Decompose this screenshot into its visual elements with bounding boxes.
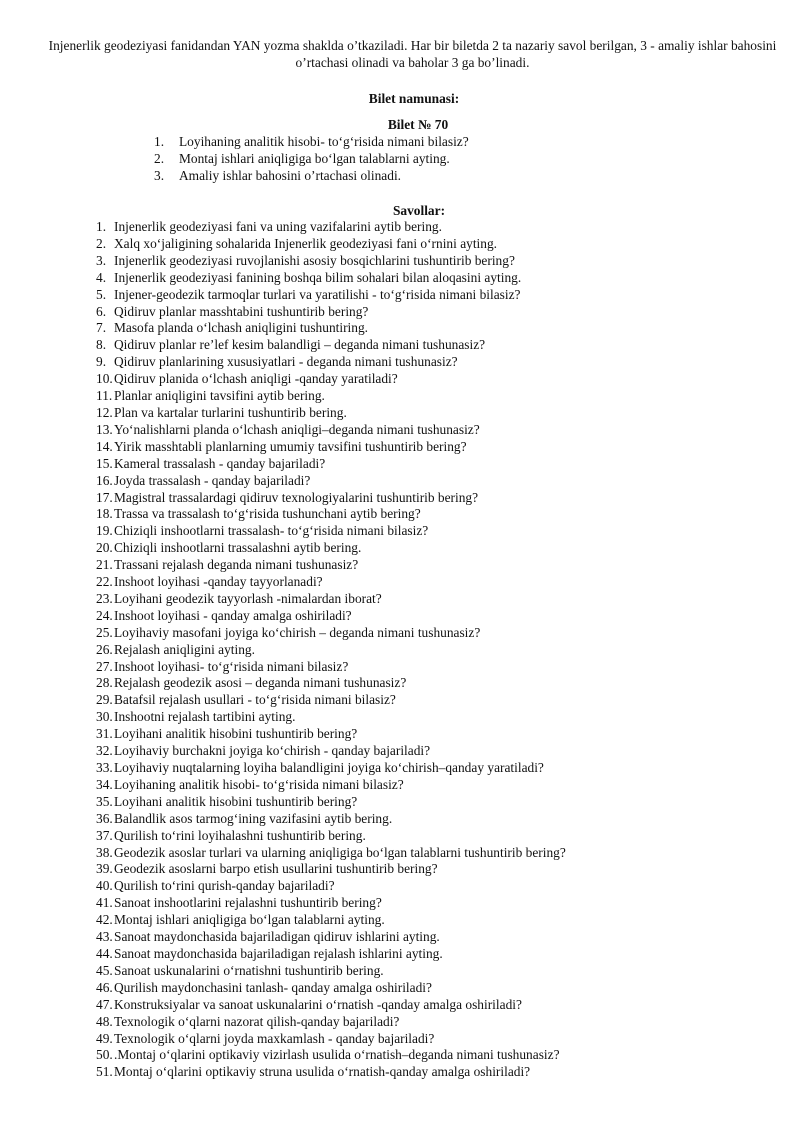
question-item-number: 46. [96,979,113,995]
question-item [96,760,566,777]
question-item-number: 48. [96,1013,113,1029]
question-item [96,895,566,912]
question-item-text: Inshoot loyihasi- to‘g‘risida nimani bilasiz? [114,658,349,674]
question-item-text: Trassa va trassalash to‘g‘risida tushunchani aytib bering? [114,506,421,522]
question-item-text: .Montaj o‘qlarini optikaviy vizirlash usulida o‘rnatish–deganda nimani tushunasiz? [114,1047,560,1063]
question-item-number: 7. [96,320,107,336]
question-item [96,388,566,405]
question-item-text: Konstruksiyalar va sanoat uskunalarini o‘rnatish -qanday amalga oshiriladi? [114,996,522,1012]
question-item-number: 51. [96,1064,113,1080]
question-item [96,625,566,642]
question-item-number: 16. [96,472,113,488]
question-item-text: Injenerlik geodeziyasi ruvojlanishi asosiy bosqichlarini tushuntirib bering? [114,252,515,268]
question-item [96,608,566,625]
question-item-text: Loyihani analitik hisobini tushuntirib bering? [114,793,358,809]
question-item-text: Yirik masshtabli planlarning umumiy tavsifini tushuntirib bering? [114,438,467,454]
question-item-number: 30. [96,709,113,725]
question-item [96,304,566,321]
sample-heading: Bilet namunasi: [368,91,460,106]
question-item-number: 15. [96,455,113,471]
question-item-number: 45. [96,962,113,978]
questions-list [96,219,566,1081]
question-item-text: Texnologik o‘qlarni nazorat qilish-qanday bajariladi? [114,1013,400,1029]
question-item-text: Inshoot loyihasi - qanday amalga oshiriladi? [114,607,352,623]
question-item [96,878,566,895]
question-item-text: Loyihaviy masofani joyiga ko‘chirish – deganda nimani tushunasiz? [114,624,481,640]
question-item-text: Inshoot loyihasi -qanday tayyorlanadi? [114,574,323,590]
question-item [96,692,566,709]
question-item-number: 44. [96,945,113,961]
question-item [96,574,566,591]
question-item-number: 28. [96,675,113,691]
question-item-text: Planlar aniqligini tavsifini aytib bering. [114,388,325,404]
question-item-text: Qurilish maydonchasini tanlash- qanday amalga oshiriladi? [114,979,432,995]
questions-heading: Savollar: [392,203,446,218]
question-item [96,473,566,490]
question-item [96,1014,566,1031]
question-item [96,659,566,676]
question-item-text: Chiziqli inshootlarni trassalashni aytib bering. [114,540,362,556]
question-item-text: Texnologik o‘qlarni joyda maxkamlash - qanday bajariladi? [114,1030,435,1046]
question-item-number: 2. [96,235,107,251]
question-item-number: 14. [96,438,113,454]
question-item-text: Geodezik asoslarni barpo etish usullarini tushuntirib bering? [114,861,438,877]
question-item-text: Batafsil rejalash usullari - to‘g‘risida nimani bilasiz? [114,692,396,708]
question-item-number: 43. [96,929,113,945]
question-item-text: Qurilish to‘rini qurish-qanday bajariladi? [114,878,335,894]
question-item-number: 21. [96,557,113,573]
question-item-number: 20. [96,540,113,556]
question-item-number: 8. [96,337,107,353]
question-item [96,219,566,236]
question-item [96,1031,566,1048]
ticket-item [154,134,469,151]
question-item [96,253,566,270]
question-item [96,777,566,794]
question-item-text: Qurilish to‘rini loyihalashni tushuntirib bering. [114,827,366,843]
ticket-list [154,134,469,185]
question-item-text: Loyihani analitik hisobini tushuntirib bering? [114,726,358,742]
question-item-number: 25. [96,624,113,640]
question-item-number: 34. [96,776,113,792]
question-item-text: Sanoat maydonchasida bajariladigan rejalash ishlarini ayting. [114,945,443,961]
question-item-number: 27. [96,658,113,674]
question-item-number: 37. [96,827,113,843]
question-item [96,591,566,608]
question-item-text: Rejalash geodezik asosi – deganda nimani tushunasiz? [114,675,407,691]
question-item [96,405,566,422]
question-item-number: 5. [96,286,107,302]
question-item [96,811,566,828]
question-item-text: Yo‘nalishlarni planda o‘lchash aniqligi–deganda nimani tushunasiz? [114,421,480,437]
question-item [96,1064,566,1081]
question-item [96,540,566,557]
question-item-text: Qidiruv planida o‘lchash aniqligi -qanday yaratiladi? [114,371,398,387]
question-item-text: Montaj ishlari aniqligiga bo‘lgan talablarni ayting. [114,912,385,928]
question-item-text: Sanoat uskunalarini o‘rnatishni tushuntirib bering. [114,962,384,978]
question-item-text: Qidiruv planlarining xususiyatlari - deganda nimani tushunasiz? [114,354,458,370]
question-item-number: 9. [96,354,107,370]
question-item-text: Loyihani geodezik tayyorlash -nimalardan iborat? [114,590,382,606]
question-item-number: 12. [96,404,113,420]
question-item-text: Injener-geodezik tarmoqlar turlari va yaratilishi - to‘g‘risida nimani bilasiz? [114,286,521,302]
ticket-item-number: 1. [154,134,165,149]
question-item [96,946,566,963]
question-item-text: Magistral trassalardagi qidiruv texnologiyalarini tushuntirib bering? [114,489,479,505]
question-item [96,845,566,862]
question-item [96,371,566,388]
ticket-item-text: Loyihaning analitik hisobi- to‘g‘risida nimani bilasiz? [179,134,469,149]
question-item-text: Injenerlik geodeziyasi fanining boshqa bilim sohalari bilan aloqasini ayting. [114,269,522,285]
question-item-text: Geodezik asoslar turlari va ularning aniqligiga bo‘lgan talablarni tushuntirib bering? [114,844,566,860]
question-item [96,422,566,439]
question-item [96,354,566,371]
question-item-number: 23. [96,590,113,606]
question-item [96,287,566,304]
question-item-number: 39. [96,861,113,877]
question-item-number: 33. [96,760,113,775]
question-item-number: 6. [96,303,107,319]
question-item-text: Rejalash aniqligini ayting. [114,641,255,657]
question-item-number: 36. [96,810,113,826]
question-item-text: Loyihaviy nuqtalarning loyiha balandligini joyiga ko‘chirish–qanday yaratiladi? [114,760,544,775]
question-item-number: 22. [96,574,113,590]
question-item-text: Injenerlik geodeziyasi fani va uning vazifalarini aytib bering. [114,219,442,234]
question-item-number: 13. [96,421,113,437]
question-item [96,439,566,456]
question-item-text: Inshootni rejalash tartibini ayting. [114,709,296,725]
question-item [96,642,566,659]
question-item [96,523,566,540]
question-item-text: Loyihaviy burchakni joyiga ko‘chirish - qanday bajariladi? [114,743,431,759]
question-item-text: Balandlik asos tarmog‘ining vazifasini aytib bering. [114,810,393,826]
question-item [96,320,566,337]
question-item [96,861,566,878]
question-item-number: 4. [96,269,107,285]
question-item-text: Qidiruv planlar re’lef kesim balandligi – deganda nimani tushunasiz? [114,337,486,353]
intro-paragraph: Injenerlik geodeziyasi fanidandan YAN yozma shaklda o’tkaziladi. Har bir biletda 2 ta nazariy savol berilgan, 3 - amaliy ishlar bahosini o’rtachasi olinadi va baholar 3 ga bo’linadi. [48,38,777,70]
question-item-number: 47. [96,996,113,1012]
question-item [96,557,566,574]
question-item [96,1047,566,1064]
question-item-text: Trassani rejalash deganda nimani tushunasiz? [114,557,359,573]
question-item [96,963,566,980]
question-item-number: 11. [96,388,113,404]
question-item-text: Montaj o‘qlarini optikaviy struna usulida o‘rnatish-qanday amalga oshiriladi? [114,1064,531,1080]
question-item-number: 17. [96,489,113,505]
question-item-text: Loyihaning analitik hisobi- to‘g‘risida nimani bilasiz? [114,776,404,792]
question-item-number: 31. [96,726,113,742]
question-item-number: 40. [96,878,113,894]
question-item-text: Chiziqli inshootlarni trassalash- to‘g‘risida nimani bilasiz? [114,523,429,539]
question-item [96,236,566,253]
question-item-text: Kameral trassalash - qanday bajariladi? [114,455,326,471]
question-item-text: Joyda trassalash - qanday bajariladi? [114,472,311,488]
question-item-number: 10. [96,371,113,387]
question-item-text: Xalq xo‘jaligining sohalarida Injenerlik geodeziyasi fani o‘rnini ayting. [114,235,498,251]
question-item [96,506,566,523]
question-item [96,794,566,811]
question-item-number: 1. [96,219,107,234]
question-item [96,743,566,760]
question-item-number: 38. [96,844,113,860]
question-item [96,709,566,726]
question-item [96,270,566,287]
question-item-number: 3. [96,252,107,268]
question-item-number: 32. [96,743,113,759]
question-item [96,456,566,473]
question-item-number: 49. [96,1030,113,1046]
question-item [96,997,566,1014]
question-item [96,828,566,845]
question-item-number: 29. [96,692,113,708]
ticket-item [154,168,469,185]
question-item-number: 35. [96,793,113,809]
question-item-number: 42. [96,912,113,928]
question-item-text: Plan va kartalar turlarini tushuntirib bering. [114,404,347,420]
question-item-number: 18. [96,506,113,522]
ticket-item [154,151,469,168]
question-item-number: 24. [96,607,113,623]
question-item [96,337,566,354]
question-item [96,929,566,946]
question-item-text: Qidiruv planlar masshtabini tushuntirib bering? [114,303,369,319]
ticket-item-text: Amaliy ishlar bahosini o’rtachasi olinadi. [179,167,402,183]
ticket-item-text: Montaj ishlari aniqligiga bo‘lgan talablarni ayting. [179,150,450,166]
ticket-heading: Bilet № 70 [387,117,449,132]
question-item [96,675,566,692]
question-item-number: 26. [96,641,113,657]
question-item-text: Sanoat inshootlarini rejalashni tushuntirib bering? [114,895,382,911]
question-item-text: Masofa planda o‘lchash aniqligini tushuntiring. [114,320,369,336]
question-item-number: 41. [96,895,113,911]
ticket-item-number: 2. [154,150,165,166]
question-item [96,980,566,997]
question-item [96,912,566,929]
question-item [96,490,566,507]
question-item [96,726,566,743]
question-item-number: 19. [96,523,113,539]
ticket-item-number: 3. [154,167,165,183]
question-item-text: Sanoat maydonchasida bajariladigan qidiruv ishlarini ayting. [114,929,440,945]
question-item-number: 50. [96,1047,113,1063]
